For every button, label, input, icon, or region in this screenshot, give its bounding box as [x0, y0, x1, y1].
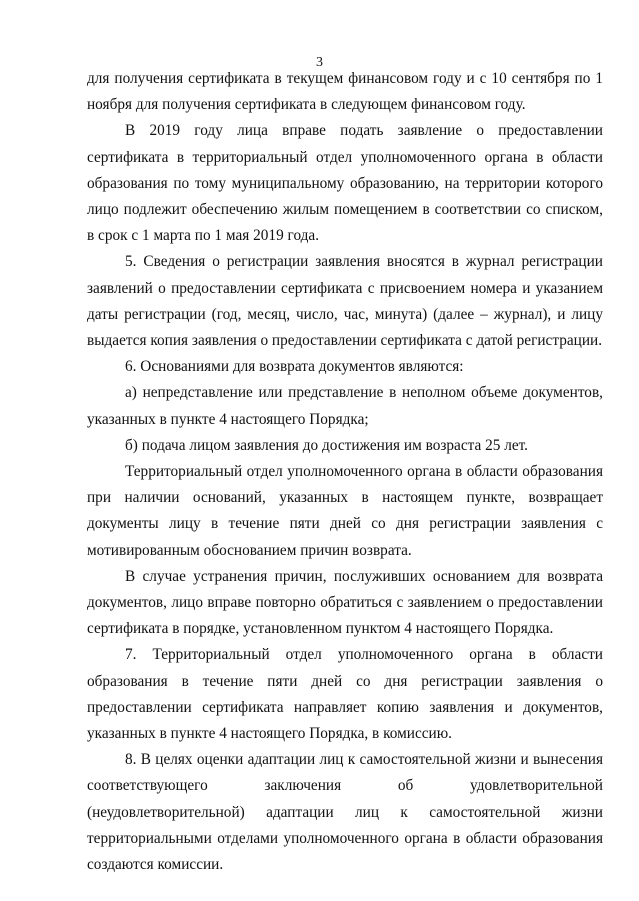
paragraph-item-6b: б) подача лицом заявления до достижения им возраста 25 лет.	[125, 436, 529, 454]
paragraph-item-6a: а) непредставление или представление в неполном объеме документов, указанных в пункте 4 настоящего Порядка;	[87, 384, 603, 428]
paragraph-item-8: 8. В целях оценки адаптации лиц к самостоятельной жизни и вынесения соответствующего заключения об удовлетворительной (неудовлетворительной) адаптации лиц к самостоятельной жизни территориальными отделами уполномоченного органа в области образования создаются комиссии.	[87, 751, 603, 874]
paragraph-resubmission: В случае устранения причин, послуживших основанием для возврата документов, лицо вправе повторно обратиться с заявлением о предоставлении сертификата в порядке, установленном пунктом 4 настоящего Порядка.	[87, 567, 603, 638]
paragraph-item-6: 6. Основаниями для возврата документов являются:	[125, 358, 464, 376]
paragraph-item-7: 7. Территориальный отдел уполномоченного органа в области образования в течение пяти дней со дня регистрации заявления о предоставлении сертификата направляет копию заявления и документов, указанных в пункте 4 настоящего Порядка, в комиссию.	[87, 646, 603, 743]
paragraph-application-2019: В 2019 году лица вправе подать заявление о предоставлении сертификата в территориальный отдел уполномоченного органа в области образования по тому муниципальному образованию, на территории которого лицо подлежит обеспечению жилым помещением в соответствии со списком, в срок с 1 марта по 1 мая 2019 года.	[87, 122, 603, 245]
page-number: 3	[316, 55, 323, 70]
paragraph-continuation: для получения сертификата в текущем финансовом году и с 10 сентября по 1 ноября для получения сертификата в следующем финансовом году.	[87, 70, 603, 114]
document-body	[87, 66, 603, 878]
paragraph-return-documents: Территориальный отдел уполномоченного органа в области образования при наличии оснований, указанных в настоящем пункте, возвращает документы лицу в течение пяти дней со дня регистрации заявления с мотивированным обоснованием причин возврата.	[87, 463, 603, 559]
paragraph-item-5: 5. Сведения о регистрации заявления вносятся в журнал регистрации заявлений о предоставлении сертификата с присвоением номера и указанием даты регистрации (год, месяц, число, час, минута) (далее – журнал), и лицу выдается копия заявления о предоставлении сертификата с датой регистрации.	[87, 253, 603, 350]
